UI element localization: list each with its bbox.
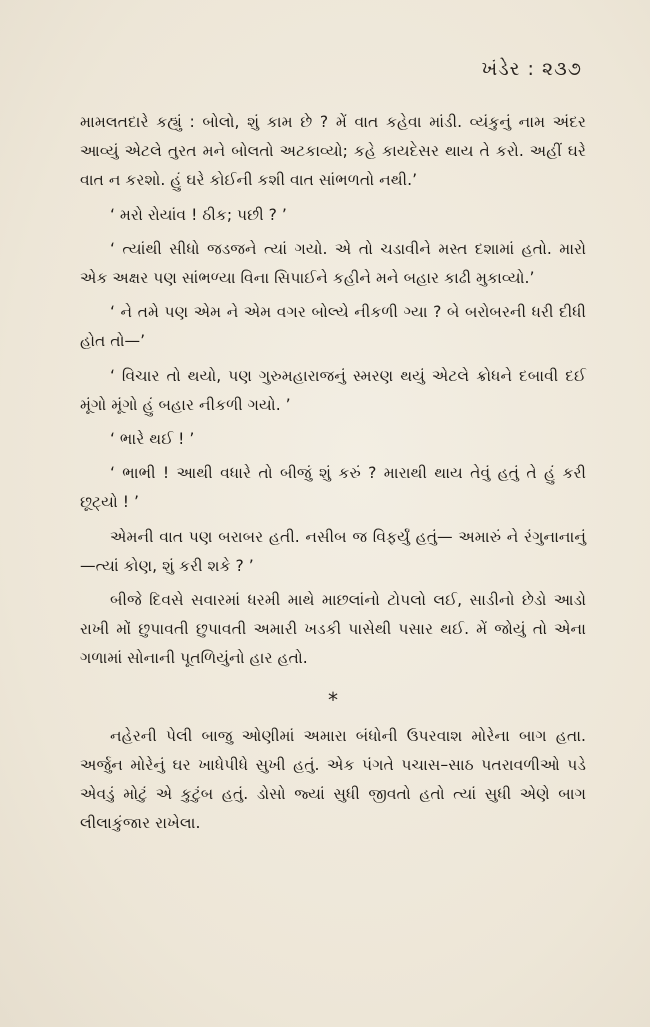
paragraph-6: ‘ ભારે થઈ ! ’ (110, 430, 195, 449)
paragraph-9: બીજે દિવસે સવારમાં ધરમી માથે માછલાંનો ટોપલો લઈ, સાડીનો છેડો આડો રાખી મોં છુપાવતી છુપાવતી અમારી ખડકી પાસેથી પસાર થઈ. મેં જોયું તો એના ગળામાં સોનાની પૂતળિયુંનો હાર હતો. (80, 591, 586, 668)
paragraph-10: નહેરની પેલી બાજુ ઓણીમાં અમારા બંધોની ઉપરવાશ મોરેના બાગ હતા. અર્જુન મોરેનું ઘર ખાધેપીધે સુખી હતું. એક પંગતે પચાસ–સાઠ પતરાવળીઓ પડે એવડું મોટું એ કુટુંબ હતું. ડોસો જ્યાં સુધી જીવતો હતો ત્યાં સુધી એણે બાગ લીલાકુંજાર રાખેલા. (80, 726, 586, 833)
paragraph-8: એમની વાત પણ બરાબર હતી. નસીબ જ વિફર્યું હતું— અમારું ને રંગુનાનાનું—ત્યાં કોણ, શું કરી શકે ? ’ (80, 527, 586, 575)
section-separator: * (328, 687, 338, 712)
paragraph-4: ‘ ને તમે પણ એમ ને એમ વગર બોલ્યે નીકળી ગ્યા ? બે બરોબરની ધરી દીધી હોત તો—’ (80, 303, 586, 351)
running-head: ખંડેર : ૨૩૭ (481, 58, 582, 80)
paragraph-5: ‘ વિચાર તો થયો, પણ ગુરુમહારાજનું સ્મરણ થયું એટલે ક્રોધને દબાવી દઈ મૂંગો મૂંગો હું બહાર નીકળી ગયો. ’ (80, 366, 586, 414)
paragraph-3: ‘ ત્યાંથી સીધો જડજને ત્યાં ગયો. એ તો ચડાવીને મસ્ત દશામાં હતો. મારો એક અક્ષર પણ સાંભળ્યા વિના સિપાઈને કહીને મને બહાર કાઢી મુકાવ્યો.’ (80, 239, 586, 288)
paragraph-1: મામલતદારે કહ્યું : બોલો, શું કામ છે ? મેં વાત કહેવા માંડી. વ્યંકુનું નામ અંદર આવ્યું એટલે તુરત મને બોલતો અટકાવ્યો; કહે કાયદેસર થાય તે કરો. અહીં ઘરે વાત ન કરશો. હું ઘરે કોઈની કશી વાત સાંભળતો નથી.’ (80, 113, 586, 190)
paragraph-7: ‘ ભાભી ! આથી વધારે તો બીજું શું કરું ? મારાથી થાય તેવું હતું તે હું કરી છૂટ્યો ! ’ (80, 464, 586, 512)
paragraph-2: ‘ મરો રોયાંવ ! ઠીક; પછી ? ’ (110, 205, 287, 224)
body-text (80, 108, 586, 838)
